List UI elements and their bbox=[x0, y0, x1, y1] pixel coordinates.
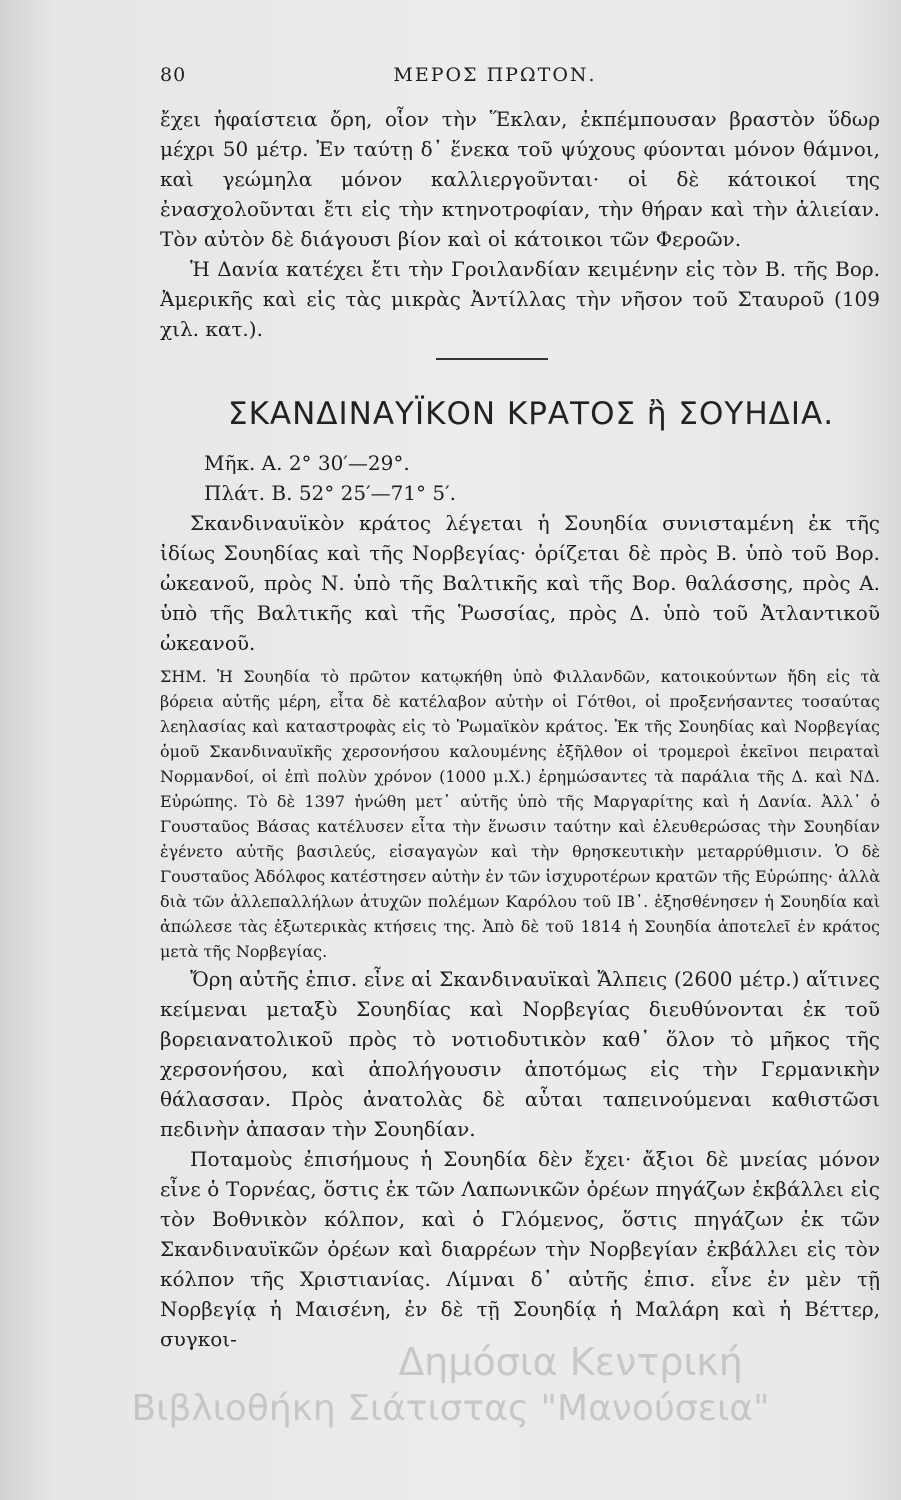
section-title: ΣΚΑΝΔΙΝΑΥΪΚΟΝ ΚΡΑΤΟΣ ἢ ΣΟΥΗΔΙΑ. bbox=[228, 396, 835, 432]
section-divider bbox=[436, 358, 548, 360]
intro-paragraph-1: ἔχει ἡφαίστεια ὄρη, οἷον τὴν Ἕκλαν, ἐκπέμπουσαν βραστὸν ὕδωρ μέχρι 50 μέτρ. Ἐν ταύτῃ δ᾽ ἕνεκα τοῦ ψύχους φύονται μόνον θάμνοι, καὶ γεώμηλα μόνον καλλιεργοῦνται· οἱ δὲ κάτοικοί της ἐνασχολοῦνται ἔτι εἰς τὴν κτηνοτροφίαν, τὴν θήραν καὶ τὴν ἁλιείαν. Τὸν αὐτὸν δὲ διάγουσι βίον καὶ οἱ κάτοικοι τῶν Φεροῶν. bbox=[160, 107, 880, 251]
page-text-block bbox=[160, 64, 880, 1354]
historical-note: ΣΗΜ. Ἡ Σουηδία τὸ πρῶτον κατῳκήθη ὑπὸ Φιλλανδῶν, κατοικούντων ἤδη εἰς τὰ βόρεια αὐτῆς μέρη, εἶτα δὲ κατέλαβον αὐτὴν οἱ Γότθοι, οἱ προξενήσαντες τοσαύτας λεηλασίας καὶ καταστροφὰς εἰς τὸ Ῥωμαϊκὸν κράτος. Ἐκ τῆς Σουηδίας καὶ Νορβεγίας ὁμοῦ Σκανδιναυϊκῆς χερσονήσου καλουμένης ἐξῆλθον οἱ τρομεροὶ ἐκεῖνοι πειραταὶ Νορμανδοί, οἱ ἐπὶ πολὺν χρόνον (1000 μ.Χ.) ἐρημώσαντες τὰ παράλια τῆς Δ. καὶ ΝΔ. Εὐρώπης. Τὸ δὲ 1397 ἡνώθη μετ᾽ αὐτῆς ὑπὸ τῆς Μαργαρίτης καὶ ἡ Δανία. Ἀλλ᾽ ὁ Γουσταῦος Βάσας κατέλυσεν εἶτα τὴν ἕνωσιν ταύτην καὶ ἐλευθερώσας τὴν Σουηδίαν ἐγένετο αὐτῆς βασιλεύς, εἰσαγαγὼν καὶ τὴν θρησκευτικὴν μεταρρύθμισιν. Ὁ δὲ Γουσταῦος Ἀδόλφος κατέστησεν αὐτὴν ἐν τῶν ἰσχυροτέρων κρατῶν τῆς Εὐρώπης· ἀλλὰ διὰ τῶν ἀλλεπαλλήλων ἀτυχῶν πολέμων Καρόλου τοῦ ΙΒ᾽. ἐξησθένησεν ἡ Σουηδία καὶ ἀπώλεσε τὰς ἐξωτερικὰς κτήσεις της. Ἀπὸ δὲ τοῦ 1814 ἡ Σουηδία ἀποτελεῖ ἐν κράτος μετὰ τῆς Νορβεγίας. bbox=[160, 667, 880, 961]
library-watermark-line-2: Βιβλιοθήκη Σιάτιστας "Μανούσεια" bbox=[131, 1388, 770, 1429]
page-header bbox=[160, 64, 880, 86]
running-title: ΜΕΡΟΣ ΠΡΩΤΟΝ. bbox=[393, 64, 597, 86]
intro-paragraph-2: Ἡ Δανία κατέχει ἔτι τὴν Γροιλανδίαν κειμένην εἰς τὸν Β. τῆς Βορ. Ἀμερικῆς καὶ εἰς τὰς μικρὰς Ἀντίλλας τὴν νῆσον τοῦ Σταυροῦ (109 χιλ. κατ.). bbox=[160, 257, 880, 341]
library-watermark-line-1: Δημόσια Κεντρική bbox=[398, 1340, 743, 1384]
longitude-line: Μῆκ. Α. 2° 30′—29°. bbox=[204, 451, 410, 475]
page-number: 80 bbox=[160, 64, 187, 86]
body-paragraph-2: Ὄρη αὐτῆς ἐπισ. εἶνε αἱ Σκανδιναυϊκαὶ Ἄλπεις (2600 μέτρ.) αἵτινες κείμεναι μεταξὺ Σουηδίας καὶ Νορβεγίας διευθύνονται ἐκ τοῦ βορειανατολικοῦ πρὸς τὸ νοτιοδυτικὸν καθ᾽ ὅλον τὸ μῆκος τῆς χερσονήσου, καὶ ἀπολήγουσιν ἀποτόμως εἰς τὴν Γερμανικὴν θάλασσαν. Πρὸς ἀνατολὰς δὲ αὗται ταπεινούμεναι καθιστῶσι πεδινὴν ἀπασαν τὴν Σουηδίαν. bbox=[160, 967, 880, 1141]
body-paragraph-1: Σκανδιναυϊκὸν κράτος λέγεται ἡ Σουηδία συνισταμένη ἐκ τῆς ἰδίως Σουηδίας καὶ τῆς Νορβεγίας· ὁρίζεται δὲ πρὸς Β. ὑπὸ τοῦ Βορ. ὠκεανοῦ, πρὸς Ν. ὑπὸ τῆς Βαλτικῆς καὶ τῆς Βορ. θαλάσσης, πρὸς Α. ὑπὸ τῆς Βαλτικῆς καὶ τῆς Ῥωσσίας, πρὸς Δ. ὑπὸ τοῦ Ἀτλαντικοῦ ὠκεανοῦ. bbox=[160, 511, 880, 655]
body-paragraph-3: Ποταμοὺς ἐπισήμους ἡ Σουηδία δὲν ἔχει· ἄξιοι δὲ μνείας μόνον εἶνε ὁ Τορνέας, ὅστις ἐκ τῶν Λαπωνικῶν ὀρέων πηγάζων ἐκβάλλει εἰς τὸν Βοθνικὸν κόλπον, καὶ ὁ Γλόμενος, ὅστις πηγάζων ἐκ τῶν Σκανδιναυϊκῶν ὀρέων καὶ διαρρέων τὴν Νορβεγίαν ἐκβάλλει εἰς τὸν κόλπον τῆς Χριστιανίας. Λίμναι δ᾽ αὐτῆς ἐπισ. εἶνε ἐν μὲν τῇ Νορβεγίᾳ ἡ Μαισένη, ἐν δὲ τῇ Σουηδίᾳ ἡ Μαλάρη καὶ ἡ Βέττερ, συγκοι- bbox=[160, 1147, 880, 1351]
latitude-line: Πλάτ. Β. 52° 25′—71° 5′. bbox=[204, 481, 457, 505]
